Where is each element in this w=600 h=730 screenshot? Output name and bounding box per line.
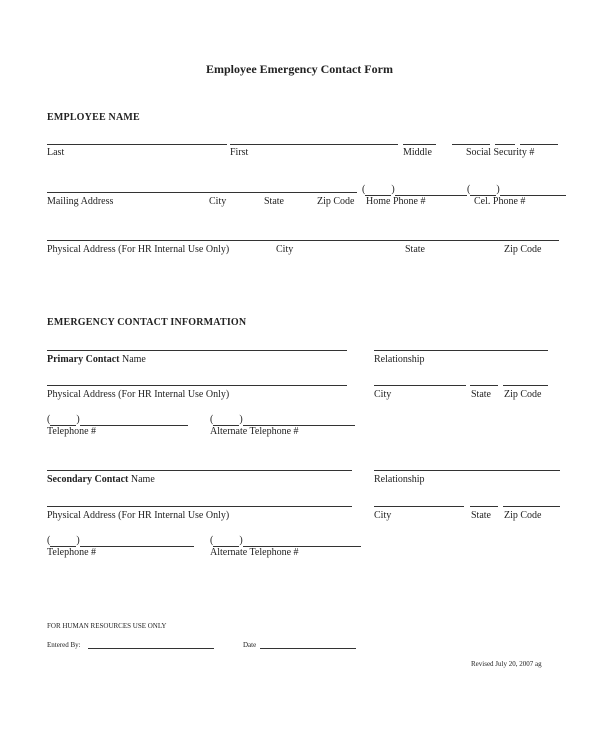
secondary-state-label: State — [471, 510, 491, 521]
secondary-zip-field[interactable] — [503, 506, 560, 507]
secondary-telephone-field[interactable]: ( ) — [47, 535, 194, 547]
primary-state-label: State — [471, 389, 491, 400]
entered-by-label: Entered By: — [47, 641, 81, 649]
first-name-field[interactable] — [230, 144, 398, 145]
date-label: Date — [243, 641, 257, 649]
date-field[interactable] — [260, 648, 356, 649]
primary-zip-label: Zip Code — [504, 389, 542, 400]
secondary-zip-label: Zip Code — [504, 510, 542, 521]
primary-telephone-field[interactable]: ( ) — [47, 414, 188, 426]
primary-contact-bold: Primary Contact — [47, 354, 120, 365]
secondary-city-field[interactable] — [374, 506, 464, 507]
employee-physical-zip-label: Zip Code — [504, 244, 542, 255]
primary-contact-label — [47, 354, 146, 366]
mailing-address-field[interactable] — [47, 192, 357, 193]
primary-contact-name-field[interactable] — [47, 350, 347, 351]
middle-name-field[interactable] — [403, 144, 436, 145]
mailing-address-label: Mailing Address — [47, 196, 114, 207]
mailing-city-label: City — [209, 196, 227, 207]
ssn-part1-field[interactable] — [452, 144, 490, 145]
primary-city-label: City — [374, 389, 392, 400]
cel-phone-label: Cel. Phone # — [474, 196, 526, 207]
secondary-alt-telephone-label: Alternate Telephone # — [210, 547, 299, 558]
last-name-field[interactable] — [47, 144, 227, 145]
primary-telephone-label: Telephone # — [47, 426, 97, 437]
secondary-contact-label — [47, 474, 155, 486]
home-phone-field[interactable]: ( ) — [362, 184, 467, 196]
ssn-part2-field[interactable] — [495, 144, 515, 145]
cel-phone-field[interactable]: ( ) — [467, 184, 566, 196]
mailing-state-label: State — [264, 196, 284, 207]
employee-physical-state-label: State — [405, 244, 425, 255]
primary-contact-name-suffix: Name — [119, 354, 146, 365]
primary-physical-address-label: Physical Address (For HR Internal Use Only) — [47, 389, 230, 400]
primary-state-field[interactable] — [470, 385, 498, 386]
mailing-zip-label: Zip Code — [317, 196, 355, 207]
employee-physical-address-label: Physical Address (For HR Internal Use Only) — [47, 244, 230, 255]
ssn-part3-field[interactable] — [520, 144, 558, 145]
home-phone-label: Home Phone # — [366, 196, 426, 207]
ssn-label: Social Security # — [466, 147, 535, 158]
secondary-city-label: City — [374, 510, 392, 521]
secondary-contact-name-suffix: Name — [128, 474, 155, 485]
primary-zip-field[interactable] — [503, 385, 548, 386]
primary-city-field[interactable] — [374, 385, 466, 386]
entered-by-field[interactable] — [88, 648, 214, 649]
primary-relationship-field[interactable] — [374, 350, 548, 351]
last-label: Last — [47, 147, 65, 158]
primary-relationship-label: Relationship — [374, 354, 425, 365]
primary-alt-telephone-field[interactable]: ( ) — [210, 414, 355, 426]
form-title: Employee Emergency Contact Form — [206, 62, 393, 76]
employee-physical-address-field[interactable] — [47, 240, 559, 241]
first-label: First — [230, 147, 249, 158]
secondary-alt-telephone-field[interactable]: ( ) — [210, 535, 361, 547]
primary-physical-address-field[interactable] — [47, 385, 347, 386]
hr-use-heading: FOR HUMAN RESOURCES USE ONLY — [47, 622, 167, 630]
secondary-relationship-label: Relationship — [374, 474, 425, 485]
secondary-physical-address-label: Physical Address (For HR Internal Use Only) — [47, 510, 230, 521]
secondary-telephone-label: Telephone # — [47, 547, 97, 558]
employee-physical-city-label: City — [276, 244, 294, 255]
secondary-contact-bold: Secondary Contact — [47, 474, 129, 485]
secondary-physical-address-field[interactable] — [47, 506, 352, 507]
revised-note: Revised July 20, 2007 ag — [471, 660, 542, 668]
secondary-state-field[interactable] — [470, 506, 498, 507]
employee-section-heading: EMPLOYEE NAME — [47, 112, 140, 123]
primary-alt-telephone-label: Alternate Telephone # — [210, 426, 299, 437]
middle-label: Middle — [403, 147, 432, 158]
secondary-relationship-field[interactable] — [374, 470, 560, 471]
emergency-section-heading: EMERGENCY CONTACT INFORMATION — [47, 317, 247, 328]
secondary-contact-name-field[interactable] — [47, 470, 352, 471]
